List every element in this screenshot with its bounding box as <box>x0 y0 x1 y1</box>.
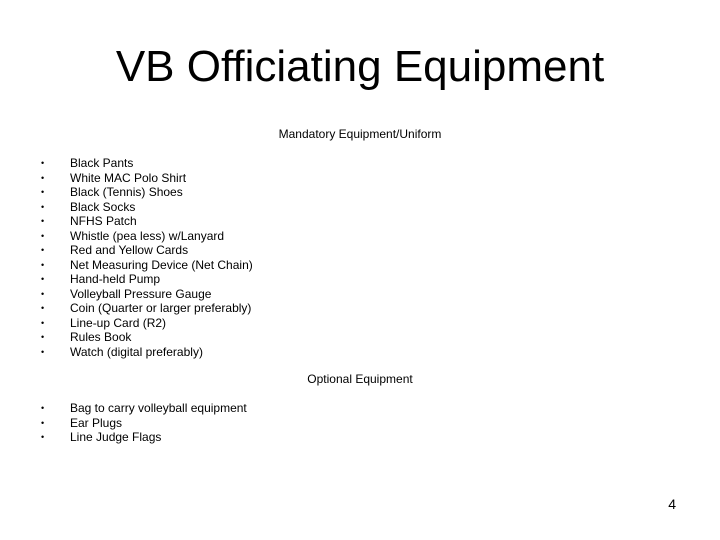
bullet-icon: • <box>41 158 45 168</box>
list-item <box>0 258 720 273</box>
list-item-label: Whistle (pea less) w/Lanyard <box>70 228 225 243</box>
mandatory-equipment-list <box>0 156 720 359</box>
list-item-label: Watch (digital preferably) <box>70 344 203 359</box>
list-item-label: Line-up Card (R2) <box>70 315 167 330</box>
bullet-icon: • <box>41 230 45 241</box>
bullet-icon: • <box>41 288 45 299</box>
list-item-label: Rules Book <box>70 330 132 344</box>
bullet-icon: • <box>41 317 45 328</box>
bullet-icon: • <box>41 201 45 212</box>
list-item-label: NFHS Patch <box>70 214 137 228</box>
list-item <box>0 156 720 171</box>
list-item-label: Line Judge Flags <box>70 430 162 444</box>
bullet-icon: • <box>41 245 45 255</box>
bullet-icon: • <box>41 432 45 442</box>
list-item-label: Bag to carry volleyball equipment <box>70 401 247 415</box>
list-item <box>0 287 720 302</box>
list-item <box>0 171 720 186</box>
list-item <box>0 316 720 331</box>
bullet-icon: • <box>41 172 45 183</box>
bullet-icon: • <box>41 259 45 270</box>
list-item <box>0 243 720 258</box>
list-item-label: Black Pants <box>70 156 134 170</box>
bullet-icon: • <box>41 346 45 357</box>
list-item <box>0 185 720 200</box>
bullet-icon: • <box>41 403 45 413</box>
list-item-label: Black (Tennis) Shoes <box>70 185 183 199</box>
bullet-icon: • <box>41 216 45 226</box>
list-item-label: Red and Yellow Cards <box>70 243 189 257</box>
page-number: 4 <box>668 496 676 512</box>
list-item <box>0 345 720 360</box>
mandatory-heading: Mandatory Equipment/Uniform <box>278 127 442 141</box>
bullet-icon: • <box>41 274 45 284</box>
bullet-icon: • <box>41 187 45 197</box>
list-item <box>0 200 720 215</box>
list-item-label: Black Socks <box>70 199 136 214</box>
slide-title: VB Officiating Equipment <box>115 42 605 91</box>
list-item-label: Hand-held Pump <box>70 272 161 286</box>
optional-equipment-list <box>0 401 720 445</box>
bullet-icon: • <box>41 332 45 342</box>
list-item-label: Ear Plugs <box>70 415 123 430</box>
bullet-icon: • <box>41 417 45 428</box>
list-item <box>0 416 720 431</box>
list-item <box>0 229 720 244</box>
list-item-label: White MAC Polo Shirt <box>70 170 187 185</box>
list-item-label: Volleyball Pressure Gauge <box>70 286 212 301</box>
optional-heading: Optional Equipment <box>307 372 413 386</box>
list-item <box>0 430 720 445</box>
list-item <box>0 401 720 416</box>
list-item <box>0 272 720 287</box>
list-item <box>0 330 720 345</box>
list-item <box>0 301 720 316</box>
bullet-icon: • <box>41 303 45 313</box>
list-item-label: Coin (Quarter or larger preferably) <box>70 301 252 315</box>
list-item <box>0 214 720 229</box>
list-item-label: Net Measuring Device (Net Chain) <box>70 257 253 272</box>
